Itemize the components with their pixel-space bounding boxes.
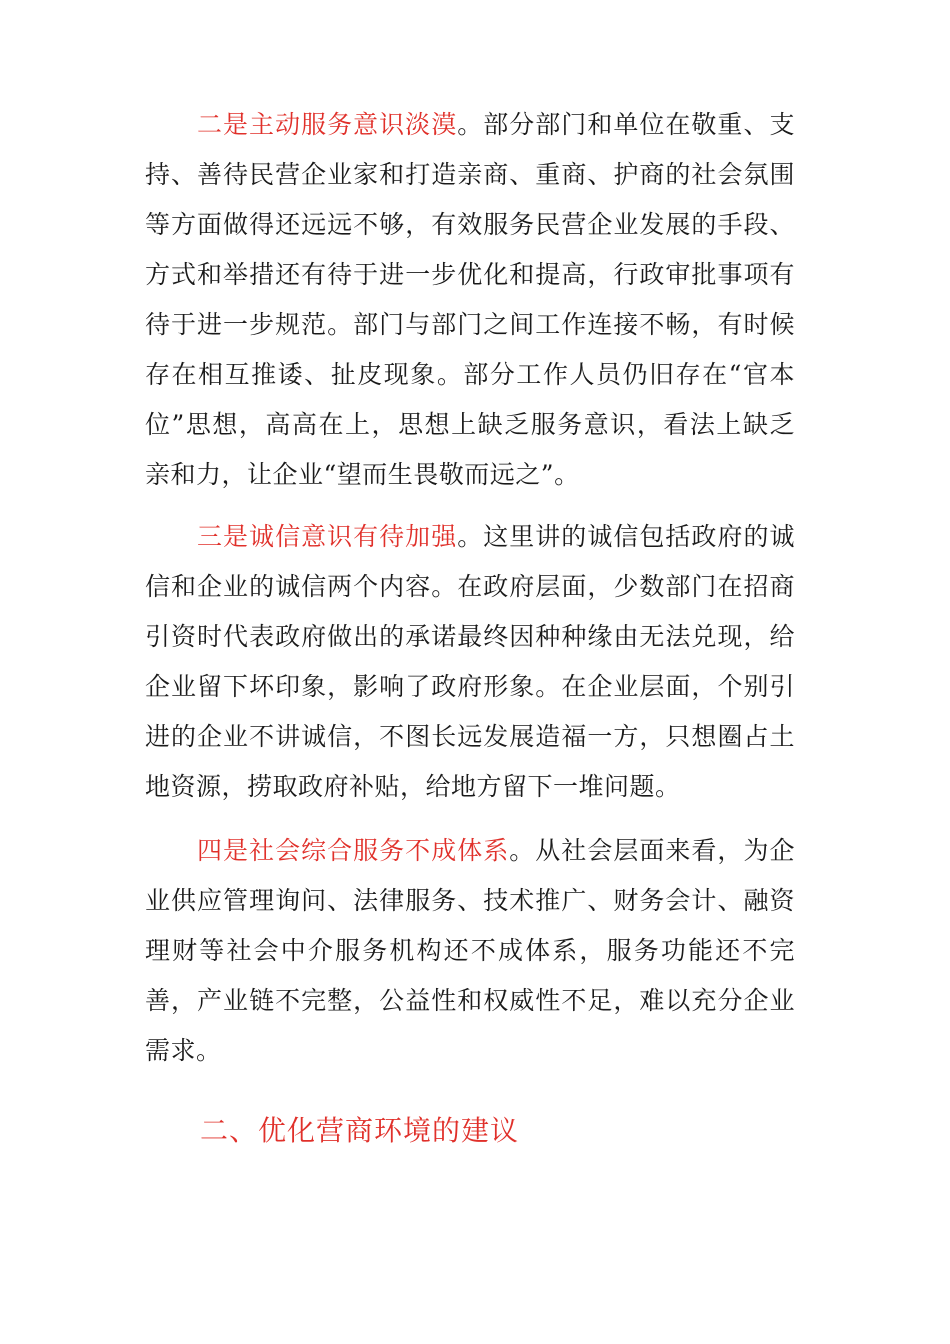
paragraph-body: 。从社会层面来看，为企业供应管理询问、法律服务、技术推广、财务会计、融资理财等社会中介服务机构还不成体系，服务功能还不完善，产业链不完整，公益性和权威性不足，难以充分企业需求。 <box>145 836 795 1065</box>
paragraph-lead: 三是诚信意识有待加强 <box>197 522 458 551</box>
paragraph-body: 。部分部门和单位在敬重、支持、善待民营企业家和打造亲商、重商、护商的社会氛围等方面做得还远远不够，有效服务民营企业发展的手段、方式和举措还有待于进一步优化和提高，行政审批事项有待于进一步规范。部门与部门之间工作连接不畅，有时候存在相互推诿、扯皮现象。部分工作人员仍旧存在“官本位”思想，高高在上，思想上缺乏服务意识，看法上缺乏亲和力，让企业“望而生畏敬而远之”。 <box>145 110 795 489</box>
paragraph-service-awareness <box>145 100 795 500</box>
paragraph-integrity-awareness <box>145 512 795 812</box>
section-heading: 二、优化营商环境的建议 <box>200 1114 520 1147</box>
paragraph-body: 。这里讲的诚信包括政府的诚信和企业的诚信两个内容。在政府层面，少数部门在招商引资时代表政府做出的承诺最终因种种缘由无法兑现，给企业留下坏印象，影响了政府形象。在企业层面，个别引进的企业不讲诚信，不图长远发展造福一方，只想圈占土地资源，捞取政府补贴，给地方留下一堆问题。 <box>145 522 795 801</box>
paragraph-social-services <box>145 826 795 1076</box>
paragraph-lead: 二是主动服务意识淡漠 <box>197 110 458 139</box>
paragraph-lead: 四是社会综合服务不成体系 <box>197 836 510 865</box>
